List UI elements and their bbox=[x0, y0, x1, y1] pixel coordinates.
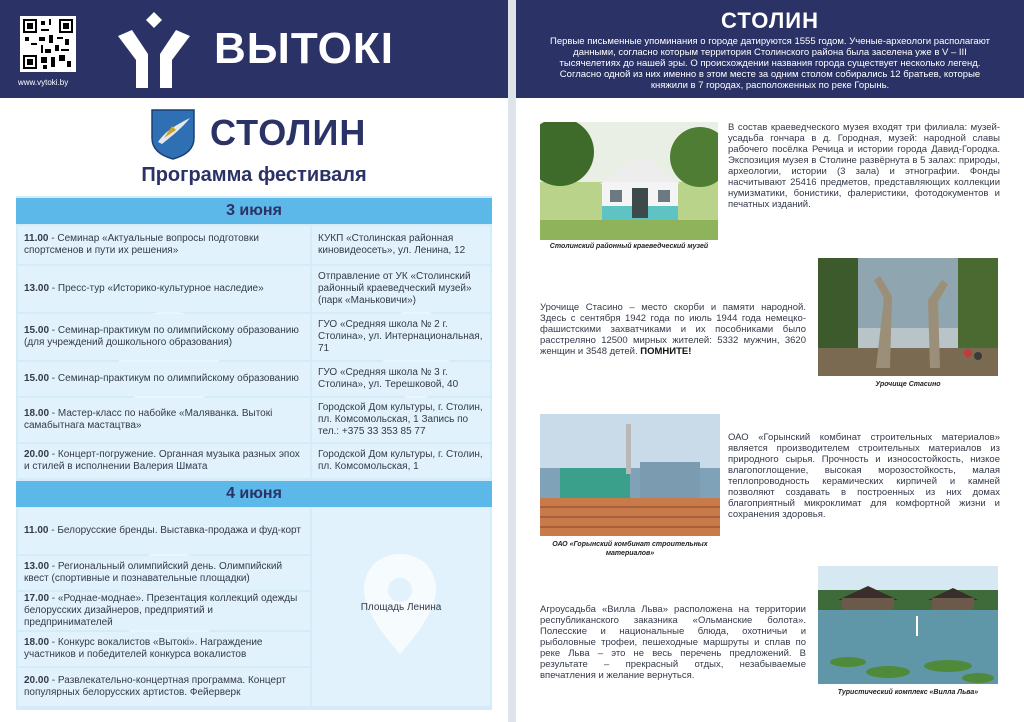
museum-photo bbox=[540, 122, 718, 240]
right-header bbox=[516, 0, 1024, 98]
event-time: 20.00 bbox=[24, 449, 50, 460]
event-cell bbox=[18, 314, 310, 360]
schedule-table bbox=[16, 196, 492, 710]
event-time: 20.00 bbox=[24, 675, 50, 686]
stolin-coat-of-arms-icon bbox=[150, 108, 196, 160]
left-header bbox=[0, 0, 508, 98]
stasino-caption: Урочище Стасино bbox=[875, 381, 941, 388]
intro-text: Первые письменные упоминания о городе датируются 1555 годом. Ученые-археологи располагают данными, согласно которым территория Столинского района была заселена уже в V – III тысячелетиях до нашей эры. О происхождении названия города существует несколько легенд. Согласно одной из них именно в этом месте за одним столом собирались 12 братьев, которые княжили в 7 городах, расположенных по реке Горынь. bbox=[550, 36, 990, 91]
event-text: - «Роднае-моднае». Презентация коллекций одежды белорусских дизайнеров, предприятий и предпринимателей bbox=[24, 593, 298, 628]
day-header-june-3: 3 июня bbox=[16, 198, 492, 224]
event-place: ГУО «Средняя школа № 3 г. Столина», ул. Терешковой, 40 bbox=[312, 362, 490, 396]
event-cell bbox=[18, 508, 310, 554]
site-url[interactable]: www.vytoki.by bbox=[18, 78, 69, 87]
event-time: 11.00 bbox=[24, 525, 49, 536]
schedule-row bbox=[16, 314, 492, 360]
event-text: - Концерт-погружение. Органная музыка разных эпох и стилей в исполнении Валерия Шмата bbox=[24, 449, 300, 472]
event-place: Отправление от УК «Столинский районный краеведческий музей» (парк «Маньковичи») bbox=[312, 266, 490, 312]
event-time: 18.00 bbox=[24, 637, 50, 648]
schedule-row bbox=[16, 362, 492, 396]
vytoki-logo-icon bbox=[118, 12, 190, 88]
event-cell bbox=[18, 362, 310, 396]
qr-code[interactable] bbox=[20, 16, 76, 72]
event-time: 17.00 bbox=[24, 593, 50, 604]
event-text: - Региональный олимпийский день. Олимпийский квест (спортивные и познавательные площадки) bbox=[24, 561, 283, 584]
schedule-row bbox=[16, 398, 492, 442]
schedule-row bbox=[16, 226, 492, 264]
right-title: СТОЛИН bbox=[721, 8, 819, 33]
event-text: - Семинар «Актуальные вопросы подготовки спортсменов и пути их решения» bbox=[24, 233, 259, 256]
museum-text: В состав краеведческого музея входят три филиала: музей-усадьба гончара в д. Городная, музей: народной славы рабочего посёлка Речица и истории города Давид-Городка. Экспозиция музея в Столине развёрнута в 5 залах: природы, археологии, истории (3 зала) и этнографии. Фонды насчитывают 25416 предметов, представляющих коллекции нумизматики, бонистики, фалеристики, фотодокументов и печатных изданий. bbox=[728, 122, 1000, 210]
day-header-june-4: 4 июня bbox=[16, 481, 492, 507]
right-page bbox=[516, 0, 1024, 722]
plant-text: ОАО «Горынский комбинат строительных материалов» является производителем строительных материалов из природного сырья. Прочность и износостойкость, низкое влагопоглощение, высокая морозостойкость, малая теплопроводность керамических кирпичей и камней позволяют создавать в построенных из них домах благоприятный микроклимат для комфортной жизни и сохранения здоровья. bbox=[728, 432, 1000, 520]
plant-caption: ОАО «Горынский комбинат строительных материалов» bbox=[552, 541, 708, 557]
event-cell bbox=[18, 226, 310, 264]
city-title: СТОЛИН bbox=[210, 112, 367, 153]
museum-caption: Столинский районный краеведческий музей bbox=[549, 243, 709, 250]
event-place: Площадь Ленина bbox=[360, 601, 442, 613]
stasino-text-block bbox=[540, 302, 806, 357]
schedule-row bbox=[16, 266, 492, 312]
event-place: КУКП «Столинская районная киновидеосеть», ул. Ленина, 12 bbox=[312, 226, 490, 264]
event-text: - Мастер-класс по набойке «Маляванка. Вытокі самабытнага мастацтва» bbox=[24, 408, 273, 431]
event-text: - Конкурс вокалистов «Вытокі». Награждение участников и победителей конкурса вокалистов bbox=[24, 637, 263, 660]
event-text: - Развлекательно-концертная программа. Концерт популярных белорусских артистов. Фейерверк bbox=[24, 675, 286, 698]
event-time: 13.00 bbox=[24, 561, 50, 572]
event-place: Городской Дом культуры, г. Столин, пл. Комсомольская, 1 bbox=[312, 444, 490, 478]
event-time: 13.00 bbox=[24, 283, 50, 294]
left-page bbox=[0, 0, 508, 722]
event-place: ГУО «Средняя школа № 2 г. Столина», ул. Интернациональная, 71 bbox=[312, 314, 490, 360]
event-cell bbox=[18, 266, 310, 312]
event-text: - Семинар-практикум по олимпийскому образованию bbox=[49, 373, 299, 384]
brand-name: ВЫТОКI bbox=[214, 24, 394, 73]
event-cell bbox=[18, 668, 310, 706]
event-time: 15.00 bbox=[24, 373, 50, 384]
event-place: Городской Дом культуры, г. Столин, пл. Комсомольская, 1 Запись по тел.: +375 33 353 85 77 bbox=[312, 398, 490, 442]
plant-photo bbox=[540, 414, 720, 536]
event-text: - Белорусские бренды. Выставка-продажа и фуд-корт bbox=[48, 525, 301, 536]
villa-text: Агроусадьба «Вилла Льва» расположена на территории республиканского заказника «Ольманские болота». Полесские и национальные блюда, охотничьи и рыболовные трофеи, пешеходные маршруты и сплав по реке Льва – это не весь перечень предложений. В результате – прекрасный отдых, незабываемые впечатления и желание вернуться. bbox=[540, 604, 806, 681]
event-text: - Семинар-практикум по олимпийскому образованию (для учреждений дошкольного образования) bbox=[24, 325, 299, 348]
event-time: 11.00 bbox=[24, 233, 49, 244]
event-time: 15.00 bbox=[24, 325, 50, 336]
event-cell bbox=[18, 632, 310, 666]
villa-photo bbox=[818, 566, 998, 684]
event-time: 18.00 bbox=[24, 408, 50, 419]
event-cell bbox=[18, 444, 310, 478]
event-cell bbox=[18, 398, 310, 442]
event-cell bbox=[18, 592, 310, 630]
stasino-emphasis: ПОМНИТЕ! bbox=[640, 346, 692, 357]
stasino-photo bbox=[818, 258, 998, 376]
villa-caption: Туристический комплекс «Вилла Льва» bbox=[837, 689, 979, 696]
event-place-merged bbox=[312, 508, 490, 706]
stasino-text: Урочище Стасино – место скорби и памяти народной. Здесь с сентября 1942 года по июль 1944 года немецко-фашистскими захватчиками и их пособниками было расстреляно 12500 мирных жителей: 5332 мужчин, 3620 женщин и 3548 детей. bbox=[540, 302, 806, 357]
event-text: - Пресс-тур «Историко-культурное наследие» bbox=[49, 283, 264, 294]
event-cell bbox=[18, 556, 310, 590]
schedule-row bbox=[16, 444, 492, 478]
program-title: Программа фестиваля bbox=[141, 164, 367, 186]
